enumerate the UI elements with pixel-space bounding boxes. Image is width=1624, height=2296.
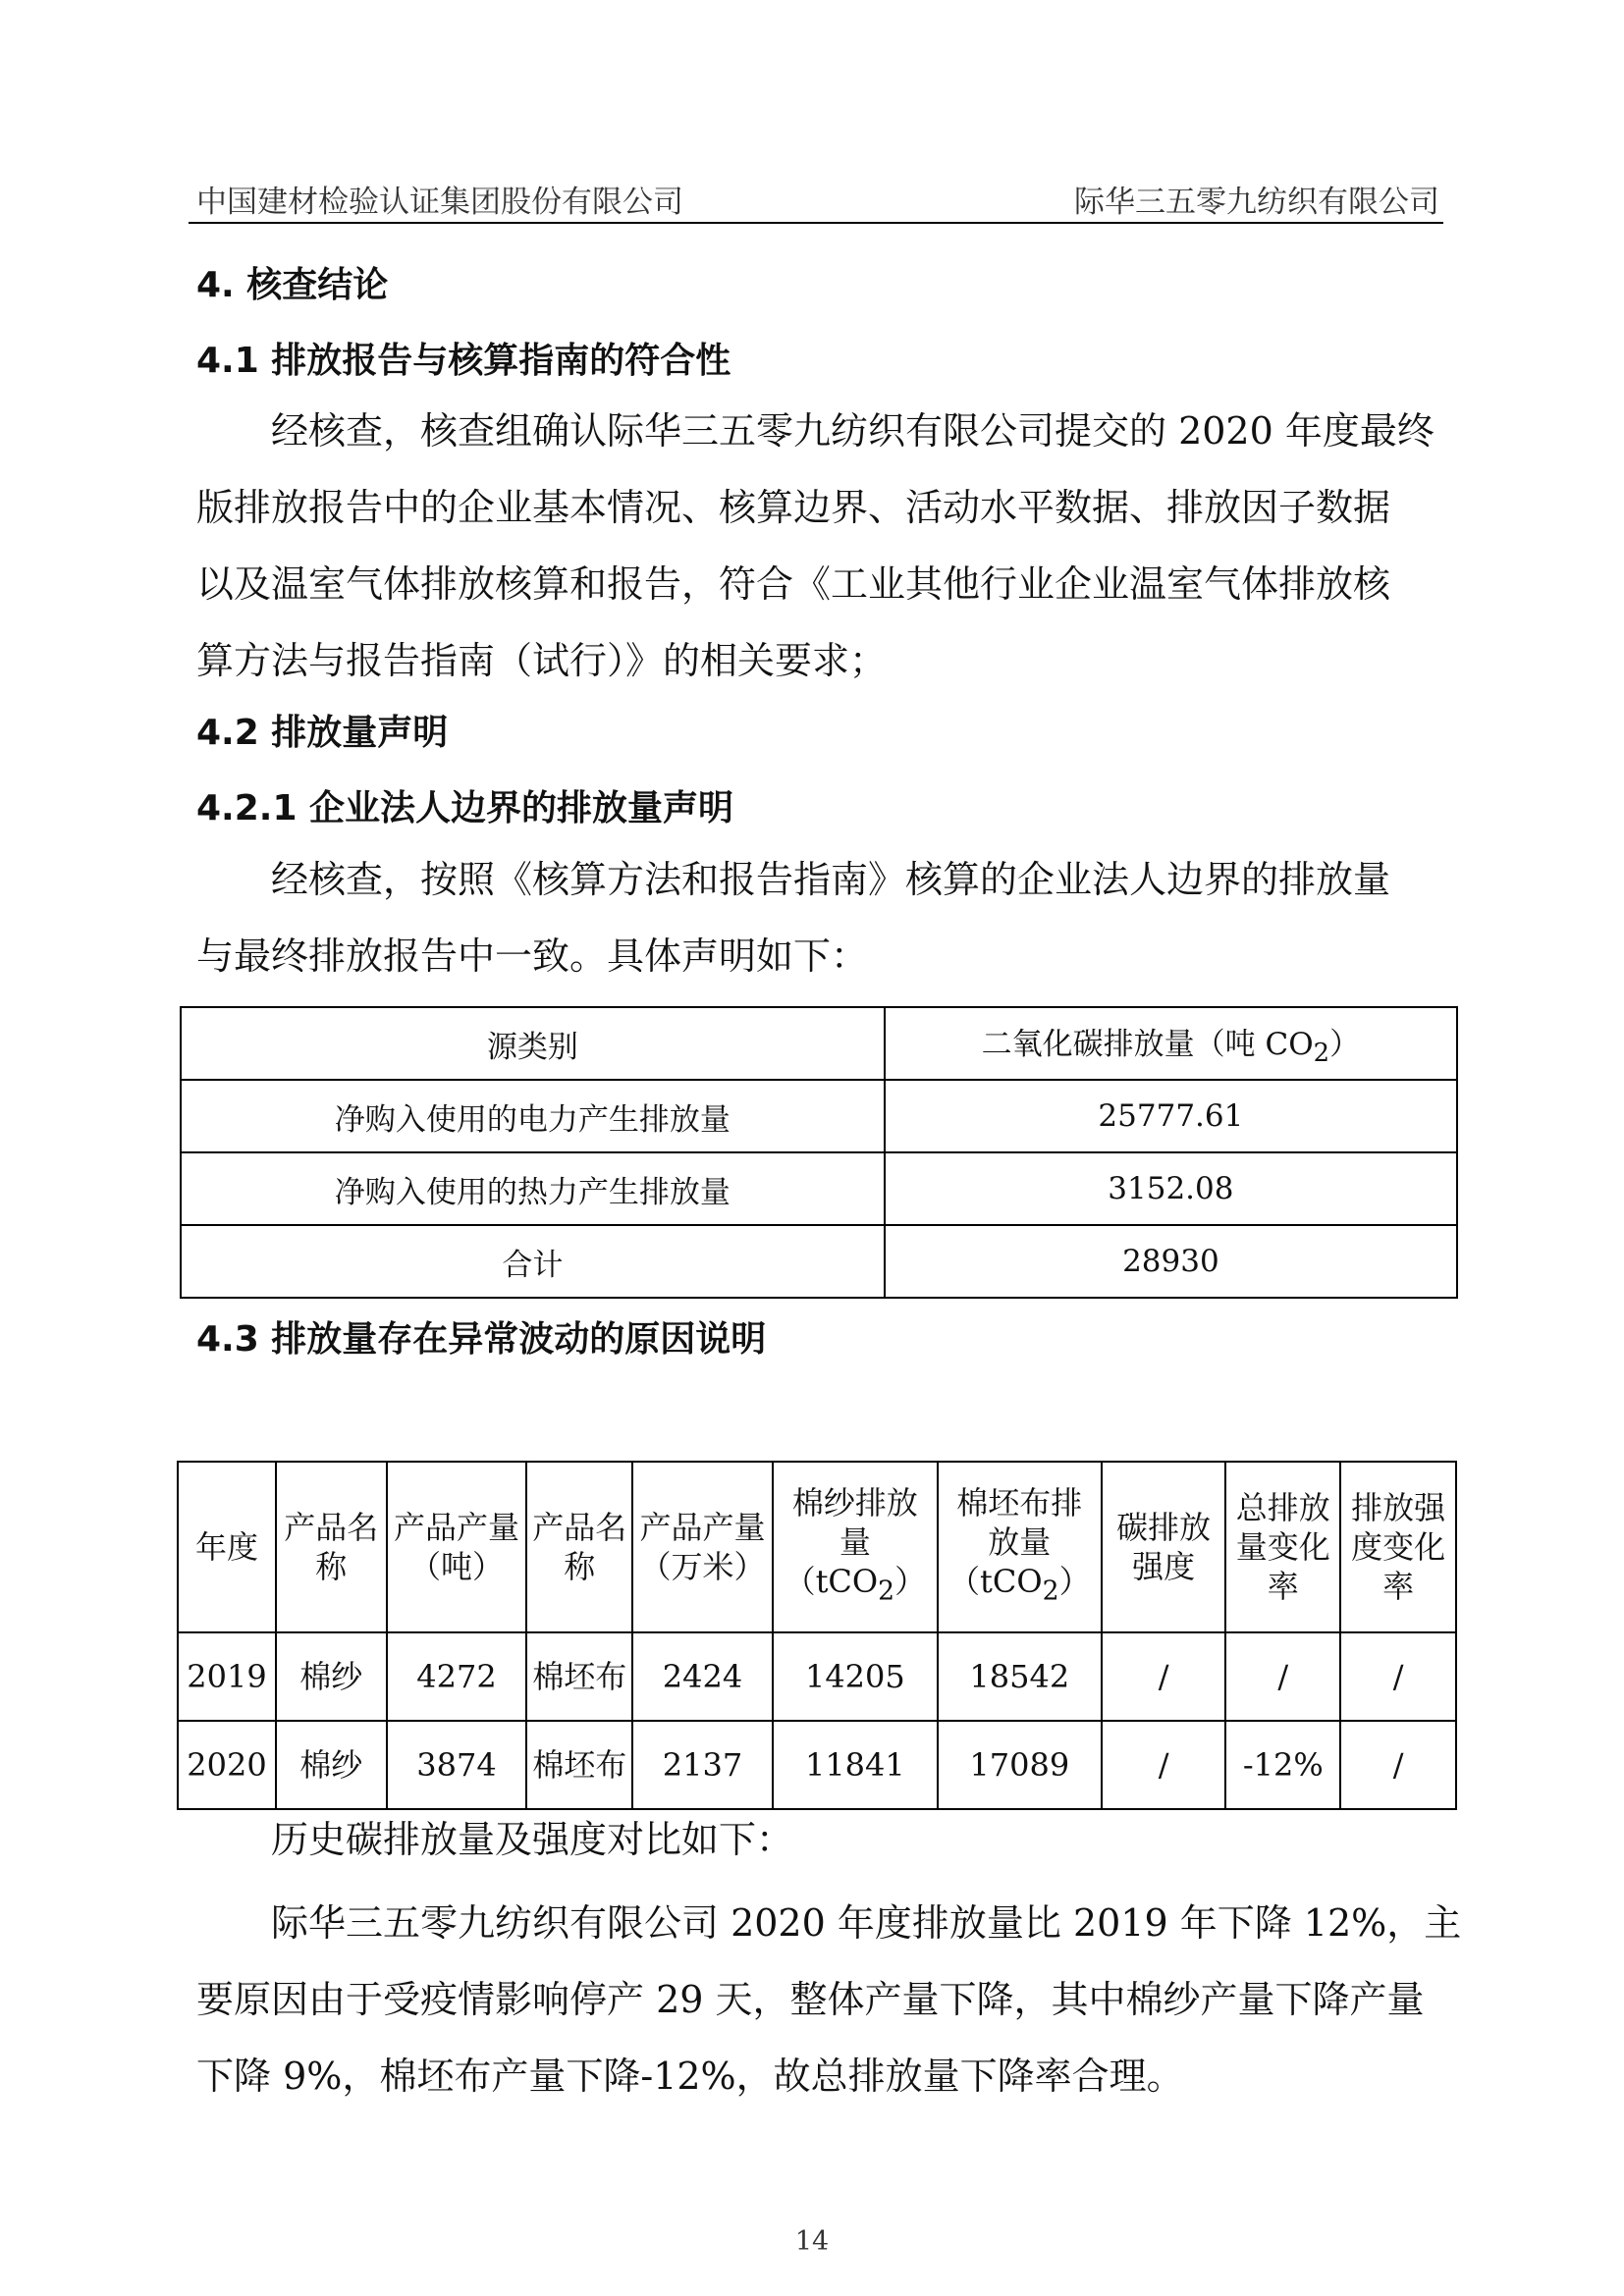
table-cell-label: 净购入使用的热力产生排放量 [181, 1152, 885, 1225]
heading-4-1: 4.1 排放报告与核算指南的符合性 [196, 341, 731, 381]
cell-product-1: 棉纱 [276, 1721, 387, 1809]
cell-intensity-change: / [1340, 1632, 1456, 1721]
heading-4: 4. 核查结论 [196, 265, 389, 305]
table-row [178, 1632, 1456, 1721]
cell-intensity-change: / [1340, 1721, 1456, 1809]
cell-fabric-emission: 18542 [938, 1632, 1102, 1721]
page-number: 14 [794, 2226, 830, 2257]
header-product-name-1: 产品名称 [276, 1462, 387, 1632]
cell-output-1: 3874 [387, 1721, 527, 1809]
cell-output-2: 2424 [632, 1632, 773, 1721]
comparison-intro [196, 1801, 1443, 1878]
table-header-row [181, 1007, 1457, 1080]
header-product-name-2: 产品名称 [526, 1462, 632, 1632]
table-cell-value: 3152.08 [885, 1152, 1457, 1225]
header-carbon-intensity: 碳排放强度 [1102, 1462, 1226, 1632]
cell-year: 2020 [178, 1721, 276, 1809]
table-cell-value: 25777.61 [885, 1080, 1457, 1152]
page-header [189, 169, 1443, 224]
paragraph-line: 版排放报告中的企业基本情况、核算边界、活动水平数据、排放因子数据 [196, 486, 1391, 529]
cell-product-2: 棉坯布 [526, 1632, 632, 1721]
paragraph-line: 经核查，核查组确认际华三五零九纺织有限公司提交的 2020 年度最终 [271, 409, 1435, 453]
table-cell-label: 合计 [181, 1225, 885, 1298]
cell-product-2: 棉坯布 [526, 1721, 632, 1809]
header-year: 年度 [178, 1462, 276, 1632]
paragraph-4-1 [196, 393, 1443, 699]
paragraph-line: 历史碳排放量及强度对比如下： [271, 1818, 794, 1861]
table-header-row [178, 1462, 1456, 1632]
table-row [181, 1152, 1457, 1225]
header-right-company: 际华三五零九纺织有限公司 [1074, 185, 1439, 220]
header-yarn-emission: 棉纱排放量（tCO$_2$） [773, 1462, 938, 1632]
emission-declaration-table [180, 1006, 1458, 1299]
paragraph-line: 要原因由于受疫情影响停产 29 天，整体产量下降，其中棉纱产量下降产量 [196, 1978, 1425, 2021]
table-row [181, 1080, 1457, 1152]
paragraph-line: 际华三五零九纺织有限公司 2020 年度排放量比 2019 年下降 12%，主 [271, 1901, 1462, 1945]
header-left-company: 中国建材检验认证集团股份有限公司 [196, 185, 683, 220]
cell-total-change: -12% [1225, 1721, 1340, 1809]
table-cell-value: 28930 [885, 1225, 1457, 1298]
paragraph-line: 与最终排放报告中一致。具体声明如下： [196, 934, 869, 978]
table-header-source: 源类别 [181, 1007, 885, 1080]
table-header-emission: 二氧化碳排放量（吨 $CO_2$） [885, 1007, 1457, 1080]
paragraph-4-2-1 [196, 841, 1443, 994]
cell-output-2: 2137 [632, 1721, 773, 1809]
cell-yarn-emission: 14205 [773, 1632, 938, 1721]
table-cell-label: 净购入使用的电力产生排放量 [181, 1080, 885, 1152]
cell-product-1: 棉纱 [276, 1632, 387, 1721]
emission-comparison-table [177, 1461, 1457, 1810]
cell-yarn-emission: 11841 [773, 1721, 938, 1809]
header-total-change-rate: 总排放量变化率 [1225, 1462, 1340, 1632]
heading-4-2-1: 4.2.1 企业法人边界的排放量声明 [196, 788, 734, 828]
paragraph-line: 以及温室气体排放核算和报告，符合《工业其他行业企业温室气体排放核 [196, 562, 1391, 606]
cell-intensity: / [1102, 1721, 1226, 1809]
table-row [181, 1225, 1457, 1298]
paragraph-line: 经核查，按照《核算方法和报告指南》核算的企业法人边界的排放量 [271, 858, 1391, 901]
header-product-output-meter: 产品产量（万米） [632, 1462, 773, 1632]
heading-4-2: 4.2 排放量声明 [196, 713, 449, 753]
table-row [178, 1721, 1456, 1809]
conclusion-paragraph [196, 1885, 1462, 2114]
cell-output-1: 4272 [387, 1632, 527, 1721]
cell-year: 2019 [178, 1632, 276, 1721]
header-intensity-change-rate: 排放强度变化率 [1340, 1462, 1456, 1632]
header-product-output-ton: 产品产量（吨） [387, 1462, 527, 1632]
paragraph-line: 算方法与报告指南（试行）》的相关要求； [196, 639, 888, 682]
cell-intensity: / [1102, 1632, 1226, 1721]
paragraph-line: 下降 9%，棉坯布产量下降-12%，故总排放量下降率合理。 [196, 2055, 1184, 2098]
cell-fabric-emission: 17089 [938, 1721, 1102, 1809]
header-fabric-emission: 棉坯布排放量（tCO$_2$） [938, 1462, 1102, 1632]
heading-4-3: 4.3 排放量存在异常波动的原因说明 [196, 1319, 767, 1360]
cell-total-change: / [1225, 1632, 1340, 1721]
